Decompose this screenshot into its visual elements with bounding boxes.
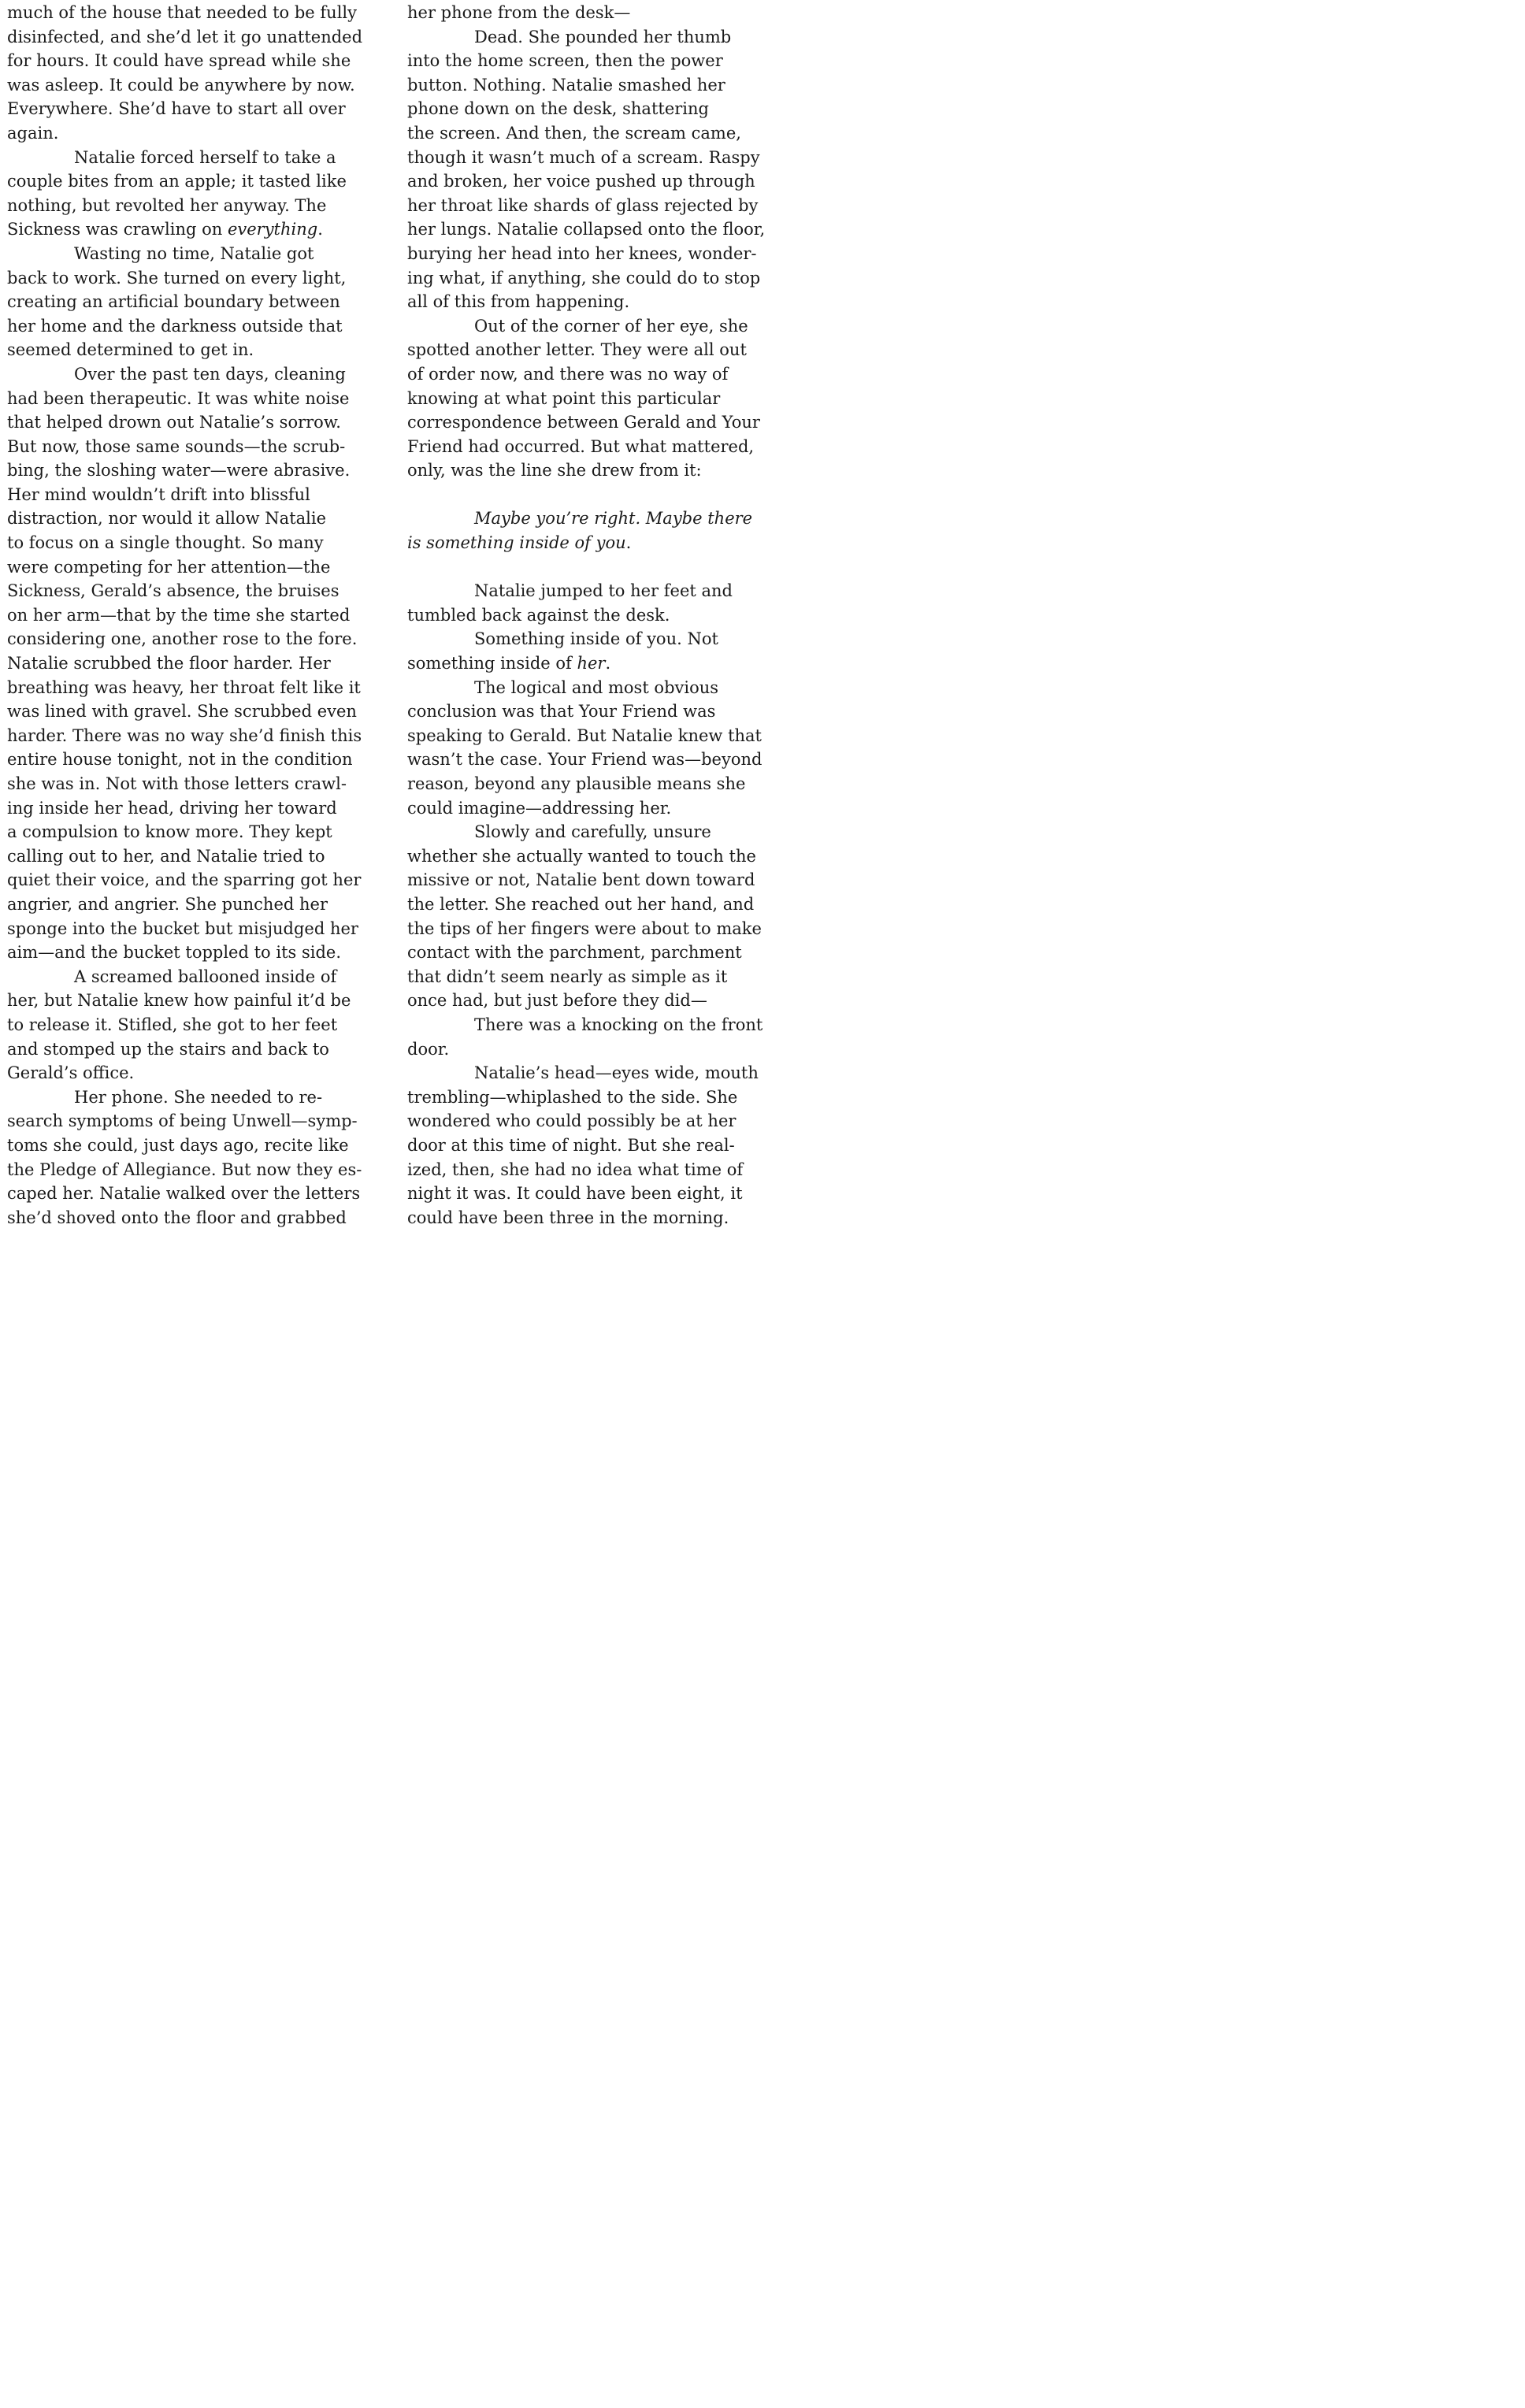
- right-text-column: [407, 1, 774, 1230]
- line-text: Natalie’s head—eyes wide, mouth: [474, 1063, 759, 1083]
- line-text: Dead. She pounded her thumb: [474, 27, 732, 46]
- italic-text: Maybe you’re right. Maybe there: [474, 509, 753, 529]
- line-text: phone down on the desk, shattering: [407, 99, 709, 119]
- line-text: Out of the corner of her eye, she: [474, 316, 748, 336]
- text-line: [7, 121, 373, 146]
- line-text: though it wasn’t much of a scream. Raspy: [407, 147, 760, 167]
- text-line: [7, 531, 373, 555]
- line-text: burying her head into her knees, wonder-: [407, 243, 757, 263]
- text-line: [407, 1158, 774, 1182]
- text-line: [7, 579, 373, 603]
- line-text: missive or not, Natalie bent down toward: [407, 870, 755, 890]
- text-line: [7, 1206, 373, 1230]
- text-line: [407, 121, 774, 146]
- text-line: [407, 724, 774, 748]
- text-line: [407, 699, 774, 724]
- text-line: [7, 387, 373, 411]
- line-text: and stomped up the stairs and back to: [7, 1039, 329, 1059]
- line-text: her phone from the desk—: [407, 3, 631, 22]
- text-line: [407, 242, 774, 266]
- text-line: [407, 73, 774, 98]
- line-text: something inside of: [407, 654, 577, 673]
- line-text: breathing was heavy, her throat felt like it: [7, 677, 361, 697]
- text-line: [407, 314, 774, 339]
- italic-text: her: [577, 654, 606, 673]
- text-line: [7, 1061, 373, 1085]
- text-line: [7, 242, 373, 266]
- text-line: [407, 266, 774, 291]
- italic-text: is something inside of you: [407, 533, 626, 553]
- line-text: a compulsion to know more. They kept: [7, 822, 332, 842]
- line-text: her home and the darkness outside that: [7, 316, 343, 336]
- text-line: [407, 603, 774, 628]
- text-line: [407, 25, 774, 50]
- text-line: [7, 917, 373, 941]
- text-line: [7, 1182, 373, 1206]
- line-text: wasn’t the case. Your Friend was—beyond: [407, 750, 762, 770]
- line-text: only, was the line she drew from it:: [407, 461, 702, 480]
- text-line: [7, 362, 373, 387]
- text-line: [7, 1037, 373, 1062]
- line-text: couple bites from an apple; it tasted like: [7, 172, 347, 191]
- line-text: Something inside of you. Not: [474, 629, 718, 649]
- line-text: much of the house that needed to be fully: [7, 3, 357, 22]
- text-line: [7, 989, 373, 1013]
- line-text: on her arm—that by the time she started: [7, 605, 351, 625]
- text-line: [407, 458, 774, 483]
- line-text: the tips of her fingers were about to make: [407, 918, 762, 938]
- line-text: to release it. Stifled, she got to her feet: [7, 1015, 338, 1034]
- text-line: [7, 1109, 373, 1134]
- line-text: her lungs. Natalie collapsed onto the floor,: [407, 220, 766, 239]
- text-line: [407, 1134, 774, 1158]
- line-text: ized, then, she had no idea what time of: [407, 1159, 744, 1179]
- text-line: [7, 1013, 373, 1037]
- text-line: [7, 892, 373, 917]
- text-line: [7, 97, 373, 121]
- line-text: night it was. It could have been eight, it: [407, 1184, 743, 1204]
- line-text: quiet their voice, and the sparring got her: [7, 870, 362, 890]
- line-text: again.: [7, 123, 59, 143]
- line-tail: .: [317, 220, 323, 239]
- text-line: [407, 217, 774, 242]
- line-text: harder. There was no way she’d finish this: [7, 725, 362, 745]
- line-text: button. Nothing. Natalie smashed her: [407, 75, 725, 95]
- line-text: the Pledge of Allegiance. But now they es-: [7, 1159, 362, 1179]
- line-text: she’d shoved onto the floor and grabbed: [7, 1208, 347, 1227]
- text-line: [407, 194, 774, 218]
- line-text: Natalie scrubbed the floor harder. Her: [7, 654, 331, 673]
- text-line: [7, 627, 373, 651]
- text-line: [407, 917, 774, 941]
- line-text: knowing at what point this particular: [407, 388, 721, 408]
- text-line: [407, 1061, 774, 1085]
- line-text: Natalie forced herself to take a: [74, 147, 336, 167]
- line-text: distraction, nor would it allow Natalie: [7, 509, 327, 529]
- text-line: [7, 796, 373, 821]
- line-text: aim—and the bucket toppled to its side.: [7, 943, 342, 963]
- line-text: Her phone. She needed to re-: [74, 1087, 323, 1107]
- text-line: [407, 579, 774, 603]
- text-line: [407, 868, 774, 892]
- line-text: There was a knocking on the front: [474, 1015, 763, 1034]
- text-line: [407, 748, 774, 772]
- line-text: Slowly and carefully, unsure: [474, 822, 711, 842]
- text-line: [407, 387, 774, 411]
- line-text: door.: [407, 1039, 450, 1059]
- text-line: [407, 362, 774, 387]
- text-line: [7, 1158, 373, 1182]
- text-line: [7, 555, 373, 580]
- text-line: [7, 49, 373, 73]
- line-text: the screen. And then, the scream came,: [407, 123, 741, 143]
- line-text: Sickness was crawling on: [7, 220, 228, 239]
- line-text: spotted another letter. They were all out: [407, 340, 747, 360]
- text-line: [407, 820, 774, 844]
- text-line: [407, 844, 774, 869]
- line-tail: .: [605, 654, 611, 673]
- line-text: wondered who could possibly be at her: [407, 1111, 737, 1131]
- book-page: [0, 0, 777, 1234]
- line-text: contact with the parchment, parchment: [407, 943, 742, 963]
- text-line: [407, 410, 774, 435]
- italic-text: everything: [227, 220, 318, 239]
- text-line: [7, 941, 373, 965]
- text-line: [7, 772, 373, 796]
- text-line: [7, 1134, 373, 1158]
- line-text: trembling—whiplashed to the side. She: [407, 1087, 738, 1107]
- text-line: [7, 266, 373, 291]
- blank-line: [407, 555, 774, 580]
- line-text: search symptoms of being Unwell—symp-: [7, 1111, 358, 1131]
- line-text: entire house tonight, not in the condition: [7, 750, 353, 770]
- text-line: [7, 651, 373, 676]
- text-line: [407, 290, 774, 314]
- text-line: [407, 531, 774, 555]
- text-line: [7, 73, 373, 98]
- line-text: The logical and most obvious: [474, 677, 719, 697]
- text-line: [407, 772, 774, 796]
- text-line: [407, 506, 774, 531]
- line-text: Gerald’s office.: [7, 1063, 135, 1083]
- text-line: [7, 169, 373, 194]
- text-line: [7, 146, 373, 170]
- line-text: speaking to Gerald. But Natalie knew that: [407, 725, 762, 745]
- line-text: angrier, and angrier. She punched her: [7, 894, 328, 914]
- text-line: [407, 338, 774, 362]
- text-line: [7, 338, 373, 362]
- text-line: [407, 796, 774, 821]
- text-line: [7, 506, 373, 531]
- text-line: [407, 1182, 774, 1206]
- line-text: back to work. She turned on every light,: [7, 268, 347, 288]
- line-text: caped her. Natalie walked over the letters: [7, 1184, 361, 1204]
- line-text: that helped drown out Natalie’s sorrow.: [7, 413, 341, 432]
- line-text: were competing for her attention—the: [7, 557, 331, 577]
- text-line: [7, 410, 373, 435]
- line-text: Everywhere. She’d have to start all over: [7, 99, 346, 119]
- text-line: [407, 651, 774, 676]
- text-line: [7, 435, 373, 459]
- line-text: all of this from happening.: [407, 292, 630, 312]
- text-line: [7, 603, 373, 628]
- text-line: [407, 1109, 774, 1134]
- text-line: [407, 1037, 774, 1062]
- text-line: [7, 483, 373, 507]
- line-text: and broken, her voice pushed up through: [407, 172, 755, 191]
- text-line: [7, 676, 373, 700]
- line-text: Natalie jumped to her feet and: [474, 581, 733, 601]
- text-line: [7, 748, 373, 772]
- text-line: [7, 194, 373, 218]
- text-line: [407, 1013, 774, 1037]
- line-text: ing what, if anything, she could do to stop: [407, 268, 761, 288]
- text-line: [7, 868, 373, 892]
- line-text: Her mind wouldn’t drift into blissful: [7, 484, 310, 504]
- text-line: [7, 1, 373, 25]
- text-line: [407, 892, 774, 917]
- text-line: [407, 169, 774, 194]
- text-line: [7, 25, 373, 50]
- text-line: [407, 627, 774, 651]
- line-text: nothing, but revolted her anyway. The: [7, 195, 327, 215]
- line-text: was asleep. It could be anywhere by now.: [7, 75, 355, 95]
- line-text: into the home screen, then the power: [407, 51, 723, 71]
- text-line: [7, 820, 373, 844]
- text-line: [7, 1085, 373, 1110]
- line-text: Wasting no time, Natalie got: [74, 243, 314, 263]
- text-line: [407, 676, 774, 700]
- text-line: [7, 699, 373, 724]
- line-text: disinfected, and she’d let it go unattended: [7, 27, 363, 46]
- line-text: seemed determined to get in.: [7, 340, 254, 360]
- text-line: [7, 724, 373, 748]
- line-text: Over the past ten days, cleaning: [74, 364, 346, 384]
- line-text: bing, the sloshing water—were abrasive.: [7, 461, 351, 480]
- text-line: [407, 49, 774, 73]
- line-text: she was in. Not with those letters crawl-: [7, 774, 347, 793]
- line-text: the letter. She reached out her hand, and: [407, 894, 755, 914]
- line-text: sponge into the bucket but misjudged her: [7, 918, 358, 938]
- text-line: [407, 1206, 774, 1230]
- text-line: [7, 290, 373, 314]
- line-text: whether she actually wanted to touch the: [407, 846, 756, 866]
- line-text: creating an artificial boundary between: [7, 292, 340, 312]
- text-line: [7, 217, 373, 242]
- text-line: [7, 458, 373, 483]
- text-line: [407, 941, 774, 965]
- line-text: But now, those same sounds—the scrub-: [7, 436, 346, 456]
- text-line: [407, 435, 774, 459]
- text-line: [7, 844, 373, 869]
- line-text: Friend had occurred. But what mattered,: [407, 436, 755, 456]
- line-text: toms she could, just days ago, recite like: [7, 1135, 349, 1155]
- line-text: door at this time of night. But she real-: [407, 1135, 735, 1155]
- line-text: Sickness, Gerald’s absence, the bruises: [7, 581, 340, 601]
- line-text: ing inside her head, driving her toward: [7, 798, 337, 818]
- text-line: [407, 965, 774, 989]
- line-tail: .: [625, 533, 632, 553]
- text-line: [407, 989, 774, 1013]
- line-text: for hours. It could have spread while she: [7, 51, 351, 71]
- blank-line: [407, 483, 774, 507]
- line-text: considering one, another rose to the fore.: [7, 629, 358, 649]
- text-line: [7, 965, 373, 989]
- line-text: conclusion was that Your Friend was: [407, 702, 716, 722]
- line-text: correspondence between Gerald and Your: [407, 413, 760, 432]
- left-text-column: [7, 1, 373, 1230]
- text-line: [407, 146, 774, 170]
- line-text: once had, but just before they did—: [407, 991, 707, 1011]
- line-text: to focus on a single thought. So many: [7, 533, 324, 553]
- line-text: A screamed ballooned inside of: [74, 967, 337, 986]
- line-text: could have been three in the morning.: [407, 1208, 729, 1227]
- text-line: [407, 1085, 774, 1110]
- line-text: calling out to her, and Natalie tried to: [7, 846, 325, 866]
- line-text: was lined with gravel. She scrubbed even: [7, 702, 357, 722]
- line-text: her, but Natalie knew how painful it’d be: [7, 991, 351, 1011]
- line-text: could imagine—addressing her.: [407, 798, 672, 818]
- line-text: her throat like shards of glass rejected by: [407, 195, 759, 215]
- line-text: of order now, and there was no way of: [407, 364, 729, 384]
- text-line: [407, 97, 774, 121]
- line-text: reason, beyond any plausible means she: [407, 774, 746, 793]
- line-text: tumbled back against the desk.: [407, 605, 670, 625]
- line-text: that didn’t seem nearly as simple as it: [407, 967, 728, 986]
- text-line: [407, 1, 774, 25]
- line-text: had been therapeutic. It was white noise: [7, 388, 350, 408]
- text-line: [7, 314, 373, 339]
